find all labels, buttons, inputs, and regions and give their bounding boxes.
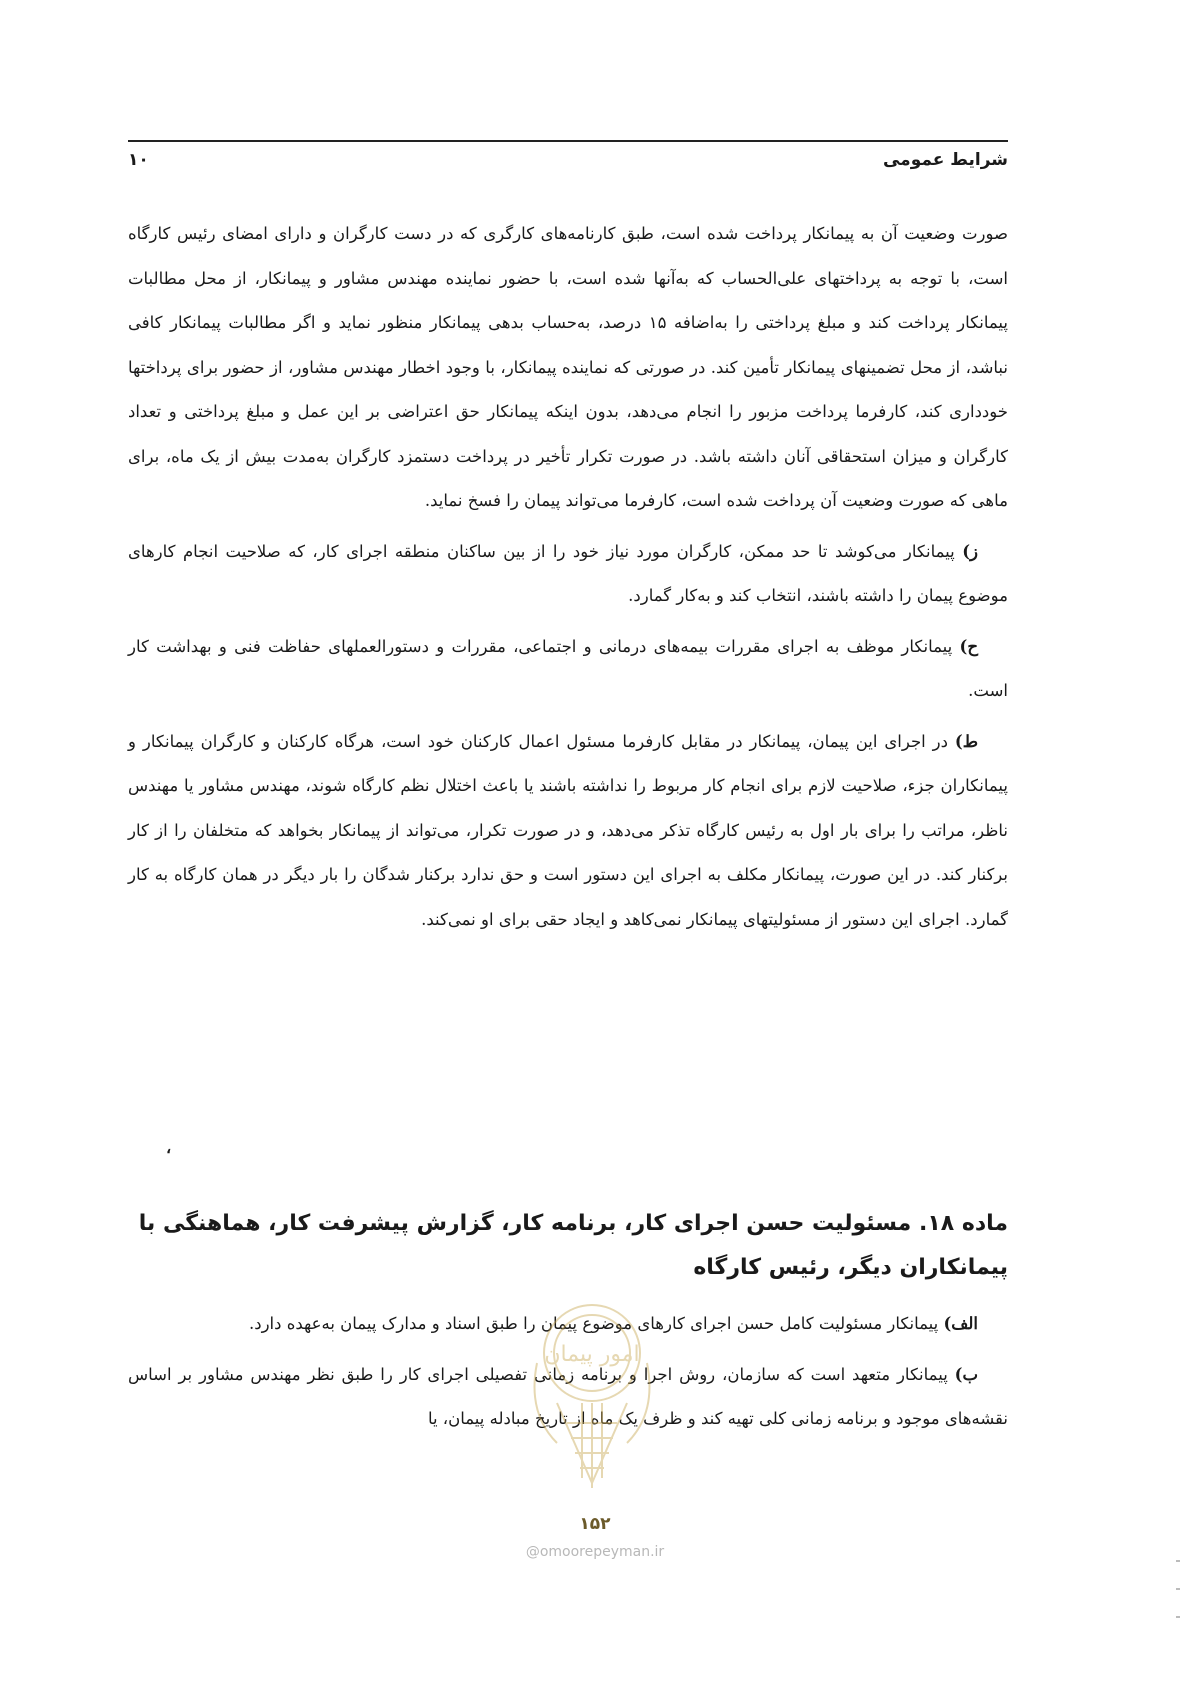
stray-mark: ، xyxy=(166,1138,172,1157)
clause-be-label: ب) xyxy=(954,1364,978,1384)
clause-t xyxy=(128,720,1008,943)
header-rule xyxy=(128,140,1008,142)
clause-z-label: ز) xyxy=(962,541,978,561)
scan-edge-marks xyxy=(1176,1560,1182,1640)
clause-alef-text: پیمانکار مسئولیت کامل حسن اجرای کارهای موضوع پیمان را طبق اسناد و مدارک پیمان به‌عهده دارد. xyxy=(248,1314,944,1333)
running-head xyxy=(128,150,1008,182)
clause-h-label: ح) xyxy=(959,636,978,656)
edge-mark xyxy=(1176,1588,1180,1590)
paragraph-intro: صورت وضعیت آن به پیمانکار پرداخت شده است، طبق کارنامه‌های کارگری که در دست کارگران و دارای امضای رئیس کارگاه است، با توجه به پرداختهای علی‌الحساب که به‌آنها شده است، با حضور نماینده مهندس مشاور و پیمانکار، از محل مطالبات پیمانکار پرداخت کند و مبلغ پرداختی را به‌اضافه ۱۵ درصد، به‌حساب بدهی پیمانکار منظور نماید و اگر مطالبات پیمانکار کافی نباشد، از محل تضمینهای پیمانکار تأمین کند. در صورتی که نماینده پیمانکار، با وجود اخطار مهندس مشاور، از حضور برای پرداختها خودداری کند، کارفرما پرداخت مزبور را انجام می‌دهد، بدون اینکه پیمانکار حق اعتراضی بر این عمل و مبلغ پرداختی و تعداد کارگران و میزان استحقاقی آنان داشته باشد. در صورت تکرار تأخیر در پرداخت دستمزد کارگران به‌مدت بیش از یک ماه، برای ماهی که صورت وضعیت آن پرداخت شده است، کارفرما می‌تواند پیمان را فسخ نماید. xyxy=(128,224,1008,510)
clause-h-text: پیمانکار موظف به اجرای مقررات بیمه‌های درمانی و اجتماعی، مقررات و دستورالعملهای حفاظت فنی و بهداشت کار است. xyxy=(128,636,1008,700)
clause-z xyxy=(128,530,1008,619)
edge-mark xyxy=(1176,1560,1180,1562)
clause-t-text: در اجرای این پیمان، پیمانکار در مقابل کارفرما مسئول اعمال کارکنان خود است، هرگاه کارکنان و کارگران پیمانکار و پیمانکاران جزء، صلاحیت لازم برای انجام کار مربوط را نداشته باشند یا باعث اختلال نظم کارگاه شوند، مهندس مشاور یا مهندس ناظر، مراتب را برای بار اول به رئیس کارگاه تذکر می‌دهد، و در صورت تکرار، می‌تواند از پیمانکار بخواهد که متخلفان را از کار برکنار کند. در این صورت، پیمانکار مکلف به اجرای این دستور است و حق ندارد برکنار شدگان را بار دیگر در همان کارگاه به کار گمارد. اجرای این دستور از مسئولیتهای پیمانکار نمی‌کاهد و ایجاد حقی برای او نمی‌کند. xyxy=(128,731,1008,929)
clause-h xyxy=(128,625,1008,714)
clause-t-label: ط) xyxy=(954,731,978,751)
seal-text: امور پیمان xyxy=(544,1342,640,1367)
section-heading: ماده ۱۸. مسئولیت حسن اجرای کار، برنامه کار، گزارش پیشرفت کار، هماهنگی با پیمانکاران دیگر، رئیس کارگاه xyxy=(138,1211,1008,1280)
running-head-title: شرایط عمومی xyxy=(882,150,1008,170)
footer-page-number: ۱۵۲ xyxy=(579,1514,611,1534)
body-text xyxy=(128,212,1008,948)
watermark-url: @omoorepeyman.ir xyxy=(525,1544,665,1560)
clause-be-text: پیمانکار متعهد است که سازمان، روش اجرا و برنامه زمانی تفصیلی اجرای کار را طبق نظر مهندس مشاور بر اساس نقشه‌های موجود و برنامه زمانی کلی تهیه کند و ظرف یک ماه از تاریخ مبادله پیمان، یا xyxy=(128,1364,1008,1428)
clause-z-text: پیمانکار می‌کوشد تا حد ممکن، کارگران مورد نیاز خود را از بین ساکنان منطقه اجرای کار، که صلاحیت انجام کارهای موضوع پیمان را داشته باشند، انتخاب کند و به‌کار گمارد. xyxy=(128,541,1008,605)
clause-alef-label: الف) xyxy=(943,1314,978,1333)
seal-watermark-icon xyxy=(497,1283,687,1503)
edge-mark xyxy=(1176,1616,1180,1618)
running-head-page-number: ۱۰ xyxy=(128,150,149,170)
